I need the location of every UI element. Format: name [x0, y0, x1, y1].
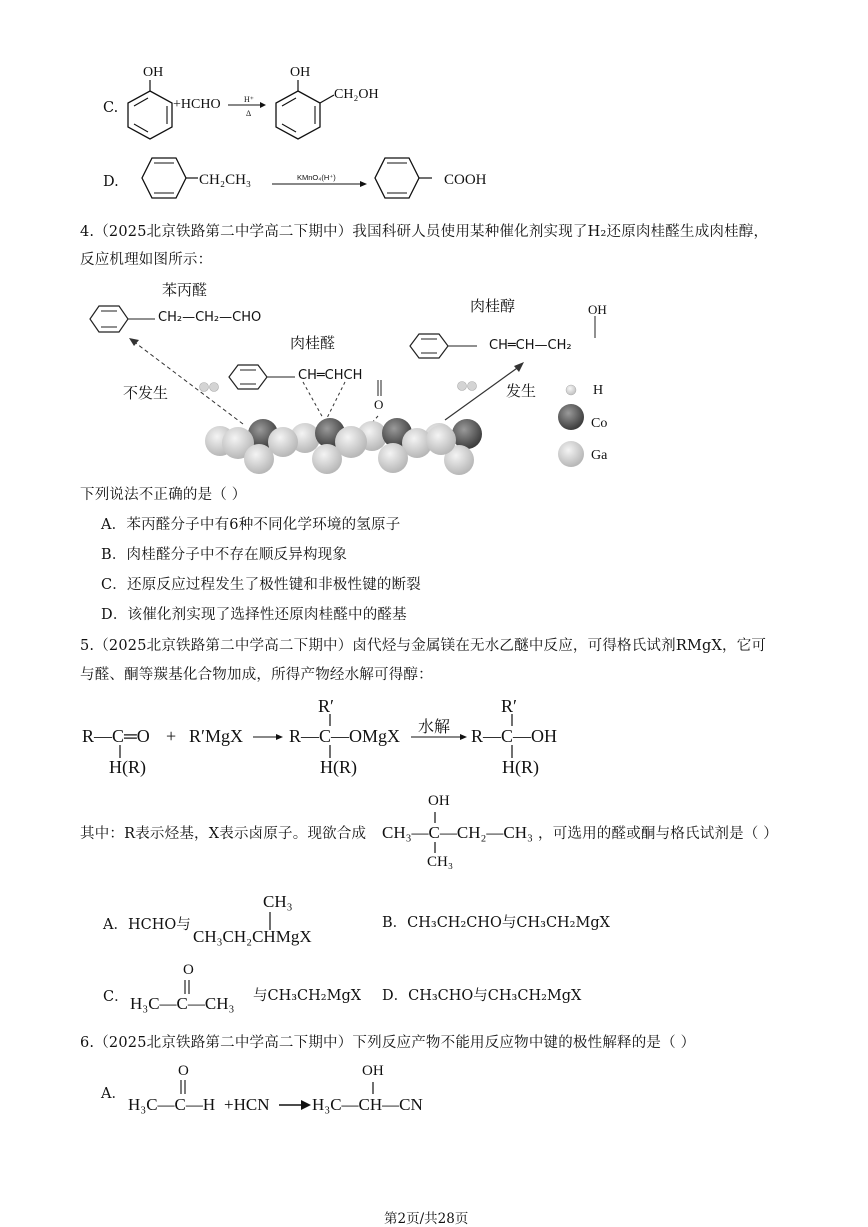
q6-option-a-reactant: H₃C—C—H — [128, 1095, 216, 1114]
question-5-text-after: ，可选用的醛或酮与格氏试剂是（ ） — [538, 826, 779, 842]
question-4-prompt: 下列说法不正确的是（ ） — [80, 487, 247, 503]
scheme-bonds — [80, 690, 600, 780]
page-number: 第2页/共28页 — [384, 1211, 469, 1227]
q6-option-a-arrow — [278, 1098, 312, 1112]
cinnamyl-alcohol-oh: OH — [588, 302, 607, 317]
cinnamaldehyde-o: O — [374, 397, 384, 412]
scheme-intermediate-h: H(R) — [320, 757, 357, 777]
benzenepropanal-name: 苯丙醛 — [162, 281, 208, 299]
product-sub-label: CH₂OH — [334, 87, 379, 102]
q5-option-a-bond — [265, 910, 275, 932]
legend-co-label: Co — [591, 416, 608, 431]
q5-option-a-letter: A．HCHO与 — [103, 917, 191, 933]
legend-ga-label: Ga — [591, 448, 608, 463]
q5-option-c-letter: C． — [103, 989, 129, 1005]
legend-h-label: H — [593, 383, 604, 398]
question-4-stem-line2: 反应机理如图所示： — [80, 252, 213, 268]
reagent-label: +HCHO — [173, 97, 221, 112]
question-5-text-before: 其中：R表示烃基，X表示卤原子。现欲合成 — [80, 826, 367, 842]
option-c: C．还原反应过程发生了极性键和非极性键的断裂 — [101, 577, 421, 593]
scheme-plus: + — [166, 726, 177, 746]
reaction-scheme-q3c — [120, 58, 420, 148]
product-oh-label: OH — [290, 65, 311, 80]
question-5-stem-line2: 与醛、酮等羰基化合物加成，所得产物经水解可得醇： — [80, 667, 433, 683]
option-a: A．苯丙醛分子中有6种不同化学环境的氢原子 — [101, 517, 401, 533]
option-letter: C. — [103, 100, 119, 116]
option-d: D．该催化剂实现了选择性还原肉桂醛中的醛基 — [101, 607, 407, 623]
option-b: B．肉桂醛分子中不存在顺反异构现象 — [101, 547, 348, 563]
cinnamyl-alcohol-chain: CH═CH—CH₂ — [489, 338, 572, 353]
question-4-stem-line1: 4.（2025北京铁路第二中学高二下期中）我国科研人员使用某种催化剂实现了H₂还原肉桂醛生成肉桂醇， — [80, 224, 769, 240]
scheme-reactant: R—C═O — [82, 726, 150, 746]
option-letter: D. — [103, 174, 119, 190]
product-sub-label: COOH — [444, 172, 487, 188]
q5-option-c-top: O — [183, 962, 194, 978]
scheme-product: R—C—OH — [471, 726, 558, 746]
benzenepropanal-chain: CH₂—CH₂—CHO — [158, 310, 262, 325]
condition-label: KMnO₄(H⁺) — [297, 173, 336, 182]
not-occur-label: 不发生 — [123, 384, 169, 402]
scheme-product-h: H(R) — [502, 757, 539, 777]
q6-option-a-reactant-top: O — [178, 1063, 189, 1079]
reactant-sub-label: CH₂CH₃ — [199, 172, 252, 188]
cinnamaldehyde-chain: CH═CHCH — [298, 368, 363, 383]
q6-option-a-reagent: +HCN — [224, 1095, 270, 1114]
condition-bottom: Δ — [246, 109, 252, 118]
q5-option-a-main: CH₃CH₂CHMgX — [193, 927, 312, 946]
q6-option-a-bond2 — [368, 1080, 378, 1096]
q5-option-c-bond — [180, 978, 194, 996]
target-bottom: CH₃ — [427, 854, 454, 870]
condition-top: H⁺ — [244, 95, 254, 104]
question-6-stem: 6.（2025北京铁路第二中学高二下期中）下列反应产物不能用反应物中键的极性解释的是（ ） — [80, 1035, 696, 1051]
cinnamaldehyde-name: 肉桂醛 — [290, 334, 336, 352]
cinnamyl-alcohol-name: 肉桂醇 — [470, 297, 516, 315]
q6-option-a-product: H₃C—CH—CN — [312, 1095, 423, 1114]
scheme-intermediate-top: R′ — [318, 696, 334, 716]
q5-option-c-main: H₃C—C—CH₃ — [130, 994, 235, 1013]
scheme-hydrolysis: 水解 — [418, 717, 451, 736]
target-top: OH — [428, 793, 450, 809]
question-5-stem-line1: 5.（2025北京铁路第二中学高二下期中）卤代烃与金属镁在无水乙醚中反应，可得格氏试剂RMgX，它可 — [80, 638, 767, 654]
q6-option-a-product-top: OH — [362, 1063, 384, 1079]
q6-option-a-bond1 — [176, 1078, 190, 1096]
scheme-intermediate: R—C—OMgX — [289, 726, 401, 746]
q5-option-d: D．CH₃CHO与CH₃CH₂MgX — [382, 988, 582, 1004]
q5-option-b: B．CH₃CH₂CHO与CH₃CH₂MgX — [382, 915, 610, 931]
q6-option-a-letter: A． — [101, 1086, 126, 1102]
scheme-grignard: R′MgX — [189, 726, 243, 746]
occur-label: 发生 — [506, 382, 537, 400]
q5-option-c-tail: 与CH₃CH₂MgX — [253, 988, 362, 1004]
scheme-reactant-h: H(R) — [109, 757, 146, 777]
q5-option-a-top: CH₃ — [263, 892, 293, 911]
target-bonds — [425, 808, 445, 858]
target-main: CH₃—C—CH₂—CH₃ — [382, 823, 533, 842]
reactant-oh-label: OH — [143, 65, 164, 80]
scheme-product-top: R′ — [501, 696, 517, 716]
